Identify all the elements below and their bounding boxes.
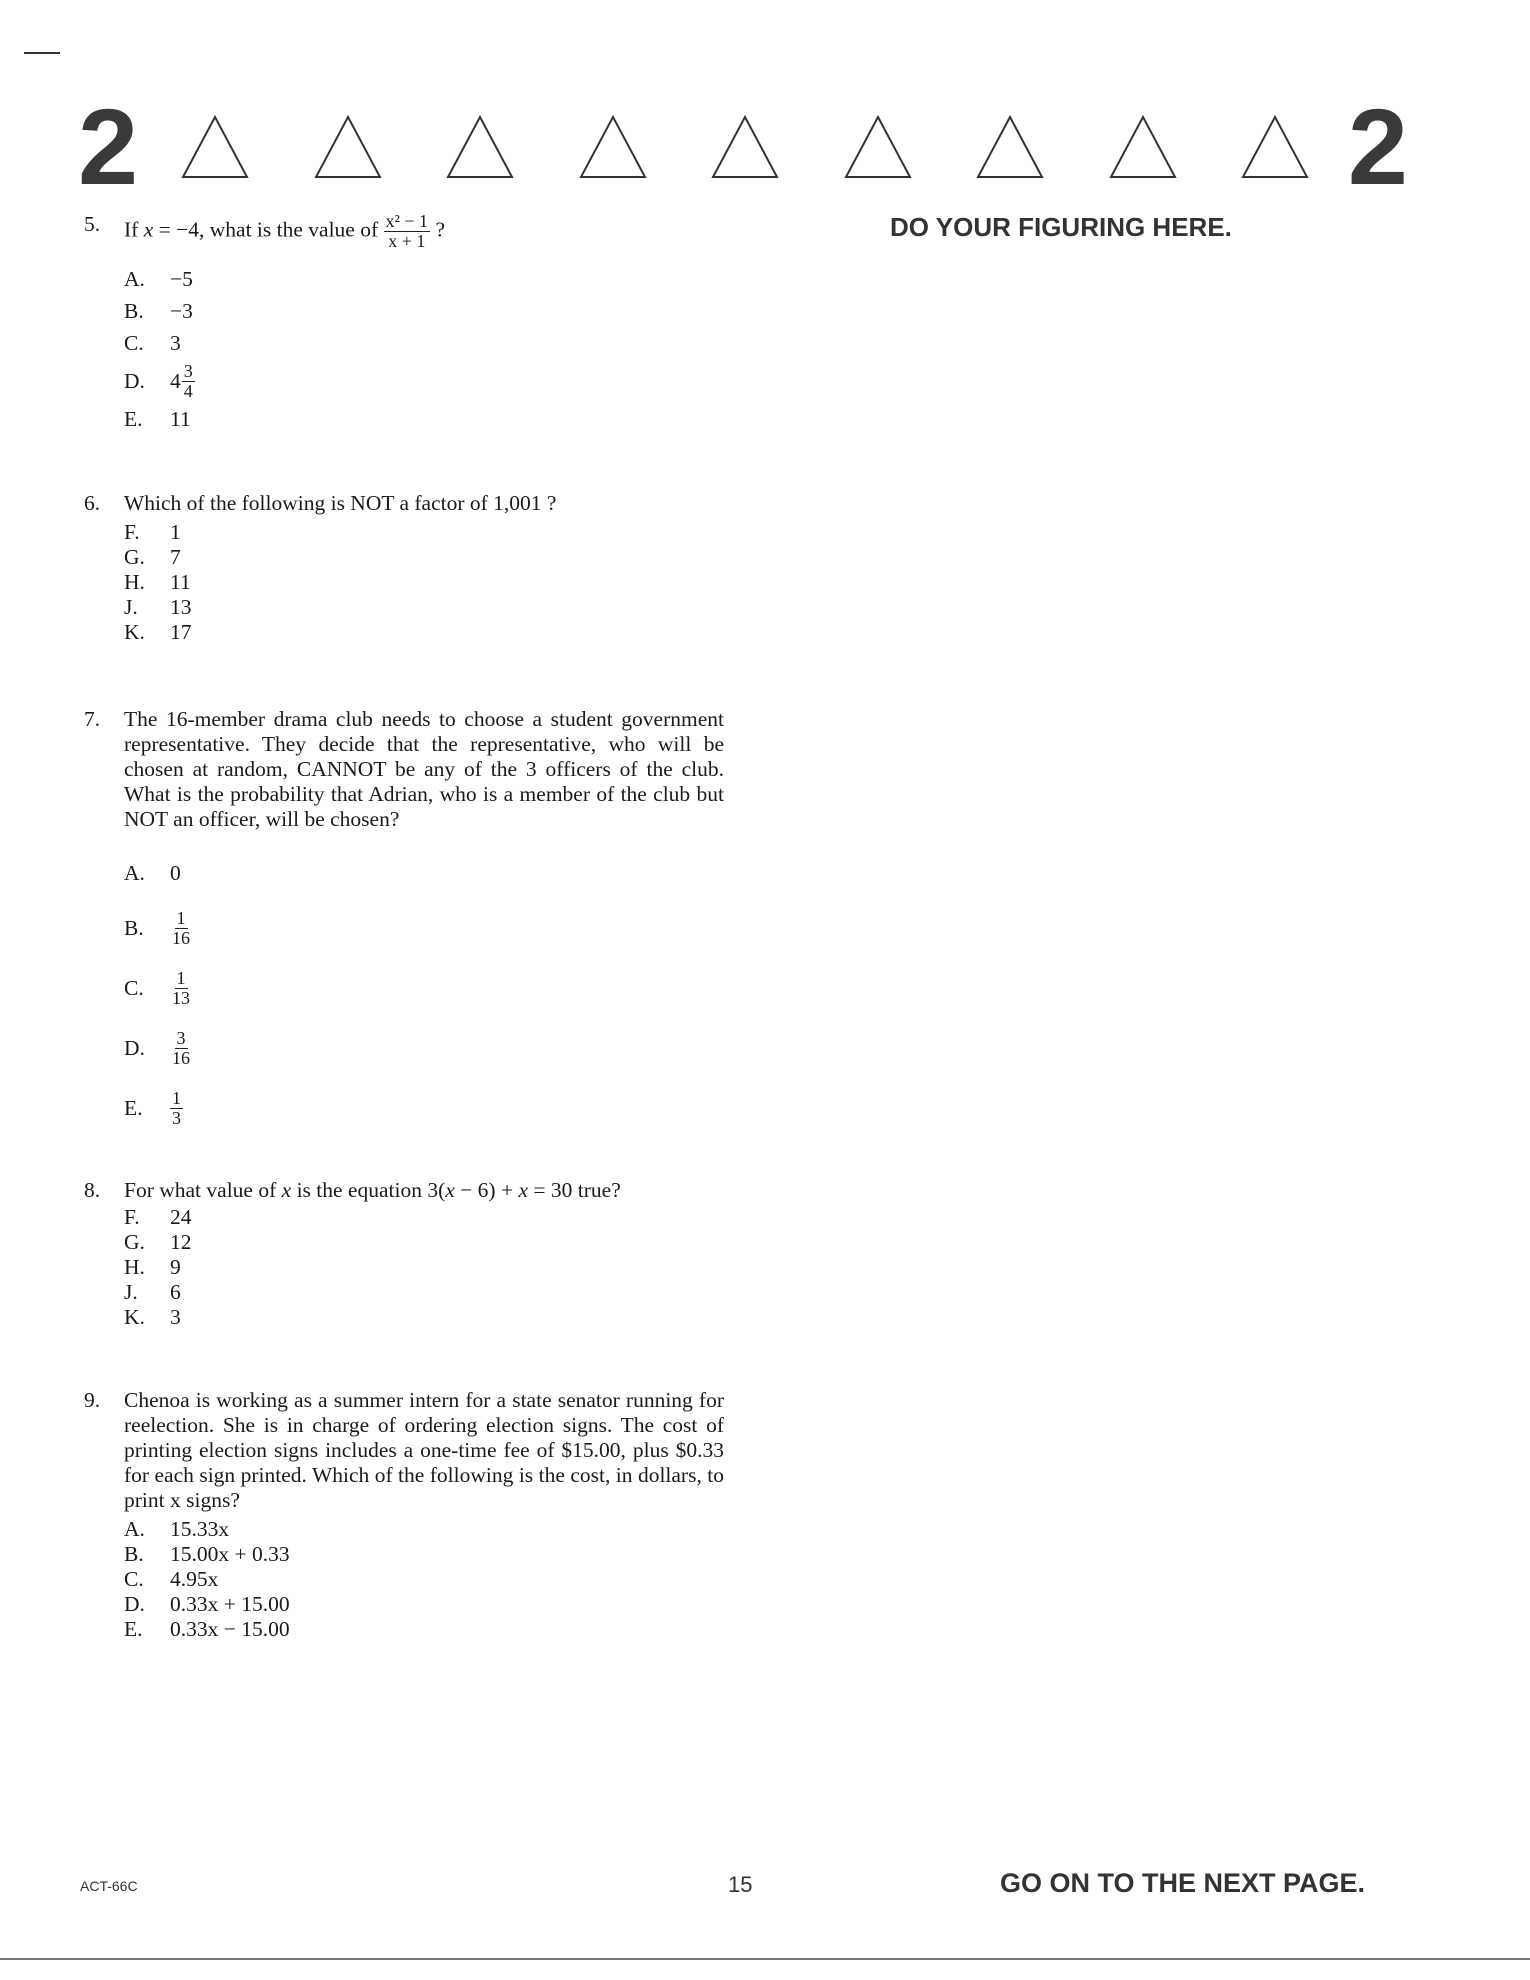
triangle-icon [1240, 114, 1310, 180]
choice-text: 3 [170, 1305, 181, 1329]
fraction-numerator: x² − 1 [385, 211, 429, 231]
question-7 [84, 707, 724, 1138]
choice-text: 17 [170, 620, 192, 644]
answer-choice[interactable] [124, 1305, 724, 1330]
fraction-denominator: 16 [172, 927, 190, 948]
choice-text: 6 [170, 1280, 181, 1304]
question-9 [84, 1388, 724, 1642]
figuring-label: DO YOUR FIGURING HERE. [890, 212, 1232, 242]
choice-text: 11 [170, 570, 191, 594]
triangle-icon [180, 114, 250, 180]
choice-text: 13 [170, 595, 192, 619]
next-page-label: GO ON TO THE NEXT PAGE. [1000, 1868, 1366, 1898]
answer-choices [124, 1205, 724, 1330]
question-stem: Which of the following is NOT a factor of 1,001 ? [124, 491, 557, 515]
choice-label: E. [124, 1095, 143, 1120]
choice-text: 1 [170, 520, 181, 544]
stem-text: = −4, what is the value of [153, 217, 384, 242]
choice-label: C. [124, 1567, 144, 1591]
question-stem: Chenoa is working as a summer intern for a state senator running for reelection. She is in charge of ordering election signs. The cost of printing election signs includes a one-time fee of $15.00, plus $0.33 for each sign printed. Which of the following is the cost, in dollars, to print x signs? [124, 1388, 724, 1512]
answer-choice[interactable] [124, 1617, 724, 1642]
answer-choice[interactable] [124, 570, 724, 595]
answer-choice[interactable] [124, 1205, 724, 1230]
choice-label: C. [124, 330, 144, 355]
answer-choice[interactable] [124, 520, 724, 545]
corner-registration-mark [24, 52, 60, 54]
choice-label: E. [124, 1617, 143, 1641]
question-number: 5. [84, 212, 101, 236]
choice-label: F. [124, 520, 140, 544]
page-number: 15 [728, 1872, 753, 1897]
fraction [384, 212, 431, 251]
answer-choices [124, 263, 724, 435]
choice-label: A. [124, 860, 145, 885]
answer-choice[interactable] [124, 898, 724, 958]
choice-label: G. [124, 1230, 145, 1254]
answer-choice[interactable] [124, 327, 724, 359]
choice-label: K. [124, 1305, 145, 1329]
question-5 [84, 212, 724, 435]
question-stem [124, 212, 724, 251]
answer-choice[interactable] [124, 1078, 724, 1138]
variable: x [281, 1178, 292, 1202]
stem-text: ? [430, 217, 445, 242]
triangle-icon [445, 114, 515, 180]
choice-label: E. [124, 406, 143, 431]
section-number-left: 2 [78, 86, 139, 207]
choice-text: 24 [170, 1205, 192, 1229]
choice-label: D. [124, 1035, 145, 1060]
choice-label: D. [124, 1592, 145, 1616]
answer-choice[interactable] [124, 1517, 724, 1542]
answer-choice[interactable] [124, 263, 724, 295]
triangle-icon [578, 114, 648, 180]
choice-label: H. [124, 1255, 145, 1279]
choice-text: 15.00x + 0.33 [170, 1542, 290, 1566]
fraction-denominator: 4 [183, 380, 193, 401]
answer-choice[interactable] [124, 1567, 724, 1592]
question-8 [84, 1178, 724, 1330]
question-number: 6. [84, 491, 101, 515]
choice-label: A. [124, 1517, 145, 1541]
answer-choices [124, 848, 724, 1138]
choice-text: 15.33x [170, 1517, 230, 1541]
answer-choice[interactable] [124, 359, 724, 403]
fraction-denominator: x + 1 [388, 231, 426, 251]
variable: x [518, 1178, 529, 1202]
choice-text: 0.33x − 15.00 [170, 1617, 290, 1641]
choice-label: B. [124, 915, 144, 940]
section-header [78, 86, 1408, 207]
mixed-number-whole: 4 [170, 368, 181, 393]
choice-label: B. [124, 1542, 144, 1566]
choice-label: D. [124, 368, 145, 393]
question-stem: The 16-member drama club needs to choose a student government representative. They decide that the representative, who will be chosen at random, CANNOT be any of the 3 officers of the club. What is the probability that Adrian, who is a member of the club but NOT an officer, will be chosen? [124, 707, 724, 831]
fraction-numerator: 3 [183, 360, 193, 381]
answer-choice[interactable] [124, 1280, 724, 1305]
answer-choice[interactable] [124, 545, 724, 570]
choice-label: J. [124, 595, 138, 619]
variable: x [143, 217, 154, 242]
answer-choices [124, 1517, 724, 1642]
question-column [84, 212, 724, 1642]
choice-text: 11 [170, 406, 191, 431]
fraction [170, 909, 192, 948]
choice-text: 4.95x [170, 1567, 219, 1591]
answer-choices [124, 520, 724, 645]
answer-choice[interactable] [124, 1230, 724, 1255]
fraction-denominator: 16 [172, 1047, 190, 1068]
question-number: 9. [84, 1388, 101, 1412]
choice-text: 0.33x + 15.00 [170, 1592, 290, 1616]
choice-text: 12 [170, 1230, 192, 1254]
triangle-icon [313, 114, 383, 180]
answer-choice[interactable] [124, 1592, 724, 1617]
fraction [170, 1029, 192, 1068]
fraction-numerator: 3 [176, 1027, 186, 1048]
answer-choice[interactable] [124, 620, 724, 645]
choice-label: K. [124, 620, 145, 644]
choice-text: 7 [170, 545, 181, 569]
question-number: 8. [84, 1178, 101, 1202]
triangle-icon [710, 114, 780, 180]
question-6 [84, 491, 724, 645]
bottom-rule [0, 1958, 1530, 1960]
question-number: 7. [84, 707, 101, 731]
choice-text: 9 [170, 1255, 181, 1279]
choice-label: F. [124, 1205, 140, 1229]
choice-text: −5 [170, 266, 193, 291]
form-code: ACT-66C [80, 1878, 138, 1894]
choice-label: A. [124, 266, 145, 291]
answer-choice[interactable] [124, 1542, 724, 1567]
triangle-row [180, 114, 1310, 184]
answer-choice[interactable] [124, 295, 724, 327]
fraction-denominator: 3 [172, 1107, 181, 1128]
answer-choice[interactable] [124, 403, 724, 435]
answer-choice[interactable] [124, 1018, 724, 1078]
stem-text: If [124, 217, 139, 242]
stem-text: For what value of [124, 1178, 282, 1202]
fraction-numerator: 1 [176, 967, 186, 988]
answer-choice[interactable] [124, 595, 724, 620]
stem-text: is the equation 3( [291, 1178, 446, 1202]
choice-label: C. [124, 975, 144, 1000]
choice-text: 3 [170, 330, 181, 355]
stem-text: = 30 true? [528, 1178, 621, 1202]
choice-label: B. [124, 298, 144, 323]
question-stem [124, 1178, 724, 1203]
choice-text: 0 [170, 860, 181, 885]
choice-label: J. [124, 1280, 138, 1304]
section-number-right: 2 [1347, 86, 1408, 207]
fraction-numerator: 1 [172, 1087, 181, 1108]
fraction-denominator: 13 [172, 987, 190, 1008]
triangle-icon [843, 114, 913, 180]
variable: x [445, 1178, 455, 1202]
choice-text: −3 [170, 298, 193, 323]
answer-choice[interactable] [124, 958, 724, 1018]
choice-label: G. [124, 545, 145, 569]
triangle-icon [1108, 114, 1178, 180]
fraction [170, 1089, 183, 1128]
fraction [182, 362, 195, 401]
answer-choice[interactable] [124, 1255, 724, 1280]
choice-label: H. [124, 570, 145, 594]
fraction [170, 969, 192, 1008]
answer-choice[interactable] [124, 848, 724, 898]
fraction-numerator: 1 [176, 907, 186, 928]
stem-text: − 6) + [454, 1178, 519, 1202]
triangle-icon [975, 114, 1045, 180]
